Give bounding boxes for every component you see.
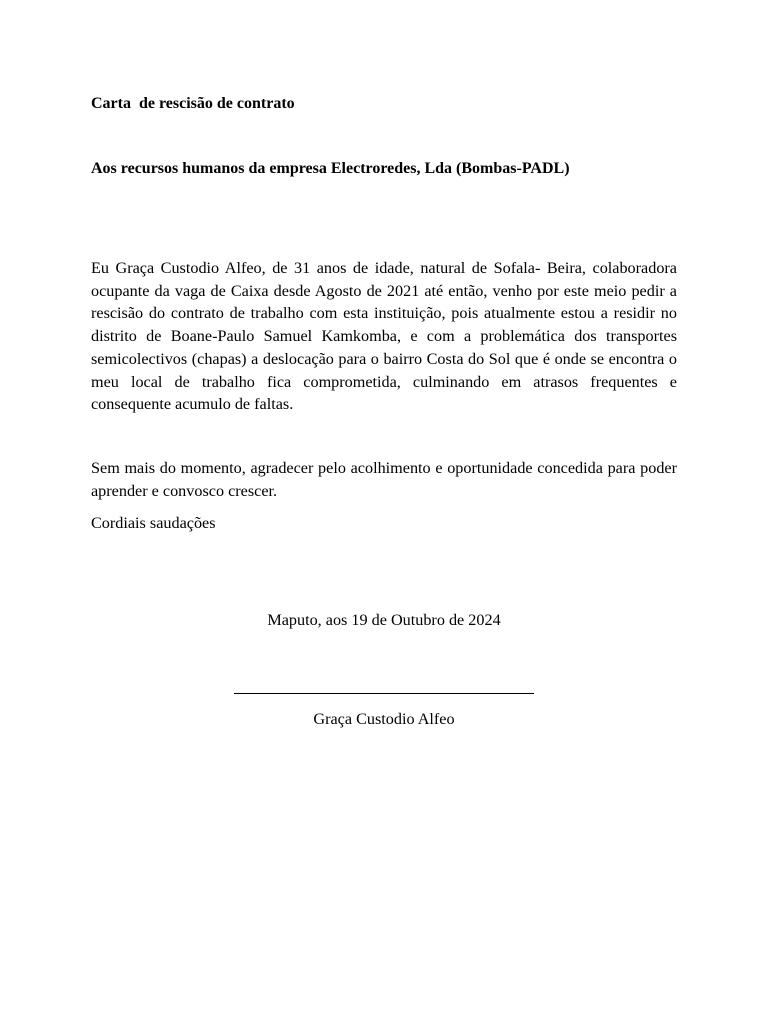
place-and-date: Maputo, aos 19 de Outubro de 2024 bbox=[267, 611, 501, 629]
letter-recipient: Aos recursos humanos da empresa Electroredes, Lda (Bombas-PADL) bbox=[91, 160, 570, 177]
signature-name: Graça Custodio Alfeo bbox=[313, 710, 455, 728]
letter-title: Carta de rescisão de contrato bbox=[91, 95, 295, 112]
closing-salutation: Cordiais saudações bbox=[91, 514, 216, 532]
body-paragraph-1: Eu Graça Custodio Alfeo, de 31 anos de idade, natural de Sofala- Beira, colaboradora ocupante da vaga de Caixa desde Agosto de 2021 até então, venho por este meio pedir a rescisão do contrato de trabalho com esta instituição, pois atualmente estou a residir no distrito de Boane-Paulo Samuel Kamkomba, e com a problemática dos transportes semicolectivos (chapas) a deslocação para o bairro Costa do Sol que é onde se encontra o meu local de trabalho fica comprometida, culminando em atrasos frequentes e consequente acumulo de faltas. bbox=[91, 259, 677, 414]
signature-line bbox=[234, 693, 534, 694]
body-paragraph-2: Sem mais do momento, agradecer pelo acolhimento e oportunidade concedida para poder aprender e convosco crescer. bbox=[91, 459, 677, 500]
